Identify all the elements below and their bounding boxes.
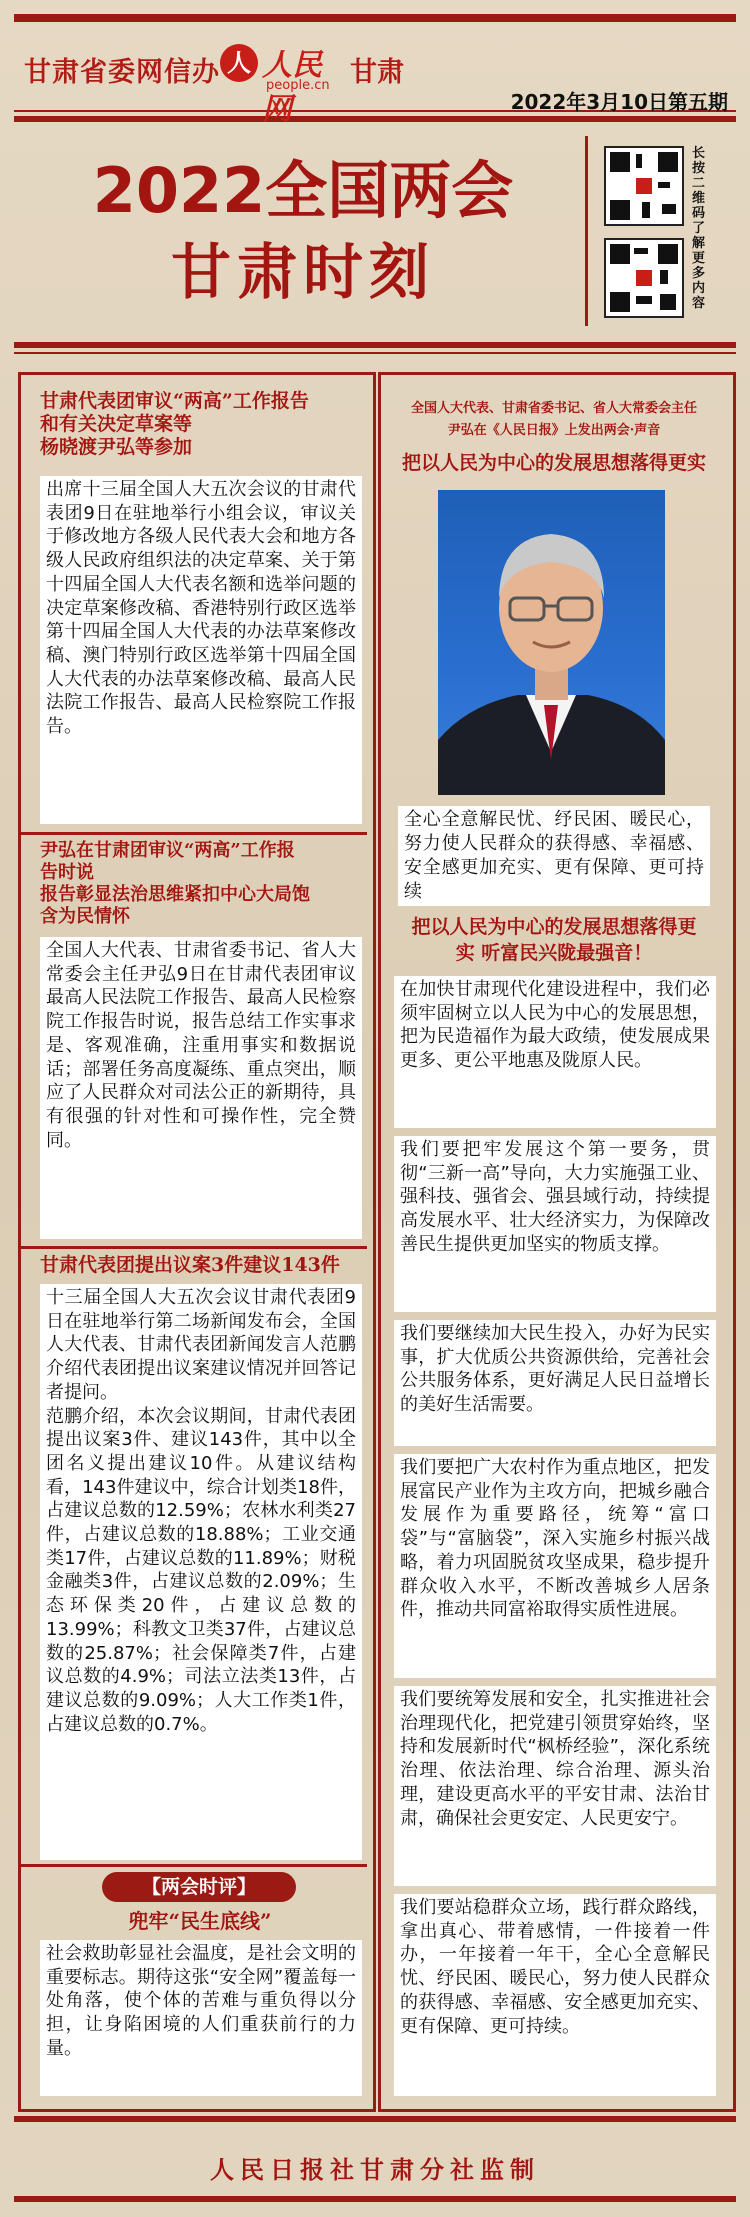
masthead-title — [18, 128, 588, 328]
right-para-4: 我们要把广大农村作为重点地区，把发展富民产业作为主攻方向，把城乡融合发展作为重要路径，统筹“富口袋”与“富脑袋”，深入实施乡村振兴战略，着力巩固脱贫攻坚成果，稳步提升群众收入水平，不断改善城乡人居条件，推动共同富裕取得实质性进展。 — [394, 1454, 716, 1678]
people-logo[interactable] — [220, 38, 350, 127]
footer-credit: 人民日报社甘肃分社监制 — [210, 2156, 540, 2184]
qr-note: 长按二维码了解更多内容 — [692, 146, 706, 311]
right-para-1: 在加快甘肃现代化建设进程中，我们必须牢固树立以人民为中心的发展思想，把为民造福作为最大政绩，使发展成果更多、更公平地惠及陇原人民。 — [394, 976, 716, 1128]
portrait-illustration — [438, 490, 665, 795]
left-sep-2 — [21, 1246, 367, 1249]
right-para-5: 我们要统筹发展和安全，扎实推进社会治理现代化，把党建引领贯穿始终，坚持和发展新时代“枫桥经验”，深化系统治理、依法治理、综合治理、源头治理，建设更高水平的平安甘肃、法治甘肃，确保社会更安定、人民更安宁。 — [394, 1686, 716, 1886]
s4-title: 兜牢“民生底线” — [128, 1909, 272, 1933]
s3-body-p1: 十三届全国人大五次会议甘肃代表团9日在驻地举行第二场新闻发布会，全国人大代表、甘肃代表团新闻发言人范鹏介绍代表团提出议案建议情况并回答记者提问。 — [46, 1287, 356, 1403]
left-sep-3 — [21, 1864, 367, 1867]
right-sub-headline: 把以人民为中心的发展思想落得更 实 听富民兴陇最强音！ — [411, 916, 697, 964]
top-rule — [14, 14, 736, 22]
body-top-rule-thin — [14, 352, 736, 354]
publisher-left: 甘肃省委网信办 — [24, 57, 220, 88]
qr-code-2[interactable] — [604, 238, 684, 318]
bottom-rule — [14, 2196, 736, 2202]
s4-body: 社会救助彰显社会温度，是社会文明的重要标志。期待这张“安全网”覆盖每一处角落，使个体的苦难与重负得以分担，让身陷困境的人们重获前行的力量。 — [40, 1940, 362, 2096]
title-line-2: 甘肃时刻 — [171, 238, 435, 308]
s2-title: 尹弘在甘肃团审议“两高”工作报 告时说 报告彰显法治思维紧扣中心大局饱 含为民情怀 — [40, 840, 310, 927]
s1-title: 甘肃代表团审议“两高”工作报告 和有关决定草案等 杨晓渡尹弘等参加 — [40, 390, 309, 458]
publisher-right: 甘肃 — [350, 57, 404, 88]
left-sep-1 — [21, 832, 367, 835]
s3-body — [40, 1284, 362, 1860]
right-para-6: 我们要站稳群众立场，践行群众路线，拿出真心、带着感情，一件接着一件办，一年接着一年干，全心全意解民忧、纾民困、暖民心，努力使人民群众的获得感、幸福感、安全感更加充实、更有保障、更可持续。 — [394, 1894, 716, 2096]
body-top-rule — [14, 342, 736, 348]
logo-site: people.cn — [266, 78, 330, 93]
issue-date: 2022年3月10日第五期 — [510, 90, 728, 114]
s3-title: 甘肃代表团提出议案3件建议143件 — [40, 1254, 340, 1276]
right-kicker: 全国人大代表、甘肃省委书记、省人大常委会主任 尹弘在《人民日报》上发出两会·声音 — [410, 401, 697, 438]
logo-mark: 人 — [220, 44, 258, 82]
right-para-3: 我们要继续加大民生投入，办好为民实事，扩大优质公共资源供给，完善社会公共服务体系，更好满足人民日益增长的美好生活需要。 — [394, 1320, 716, 1446]
s2-body: 全国人大代表、甘肃省委书记、省人大常委会主任尹弘9日在甘肃代表团审议最高人民法院工作报告、最高人民检察院工作报告时说，报告总结工作实事求是、客观准确，注重用事实和数据说话；部署任务高度凝练、重点突出，顺应了人民群众对司法公正的新期待，具有很强的针对性和可操作性，完全赞同。 — [40, 937, 362, 1239]
s3-body-p2: 范鹏介绍，本次会议期间，甘肃代表团提出议案3件、建议143件，其中以全团名义提出建议10件。从建议结构看，143件建议中，综合计划类18件，占建议总数的12.59%；农林水利类27件，占建议总数的18.88%；工业交通类17件，占建议总数的11.89%；财税金融类3件，占建议总数的2.09%；生态环保类20件，占建议总数的13.99%；科教文卫类37件，占建议总数的25.87%；社会保障类7件，占建议总数的4.9%；司法立法类13件，占建议总数的9.09%；人大工作类1件，占建议总数的0.7%。 — [46, 1405, 356, 1735]
qr-code-1[interactable] — [604, 146, 684, 226]
right-para-2: 我们要把牢发展这个第一要务，贯彻“三新一高”导向，大力实施强工业、强科技、强省会、强县域行动，持续提高发展水平、壮大经济实力，为保障改善民生提供更加坚实的物质支撑。 — [394, 1136, 716, 1312]
title-line-1: 2022全国两会 — [92, 154, 514, 227]
s1-body: 出席十三届全国人大五次会议的甘肃代表团9日在驻地举行小组会议，审议关于修改地方各级人民代表大会和地方各级人民政府组织法的决定草案、关于第十四届全国人大代表名额和选举问题的决定草案修改稿、香港特别行政区选举第十四届全国人大代表的办法草案修改稿、澳门特别行政区选举第十四届全国人大代表的办法草案修改稿、最高人民法院工作报告、最高人民检察院工作报告。 — [40, 476, 362, 824]
right-quote: 全心全意解民忧、纾民困、暖民心，努力使人民群众的获得感、幸福感、安全感更加充实、更有保障、更可持续 — [398, 806, 710, 906]
commentary-tag: 【两会时评】 — [102, 1872, 296, 1902]
portrait-photo — [438, 490, 665, 795]
footer-rule — [14, 2116, 736, 2122]
title-divider — [585, 136, 588, 326]
header-rule-thick — [14, 116, 736, 122]
logo-name: 人民网 — [262, 48, 322, 127]
right-headline: 把以人民为中心的发展思想落得更实 — [401, 452, 706, 474]
